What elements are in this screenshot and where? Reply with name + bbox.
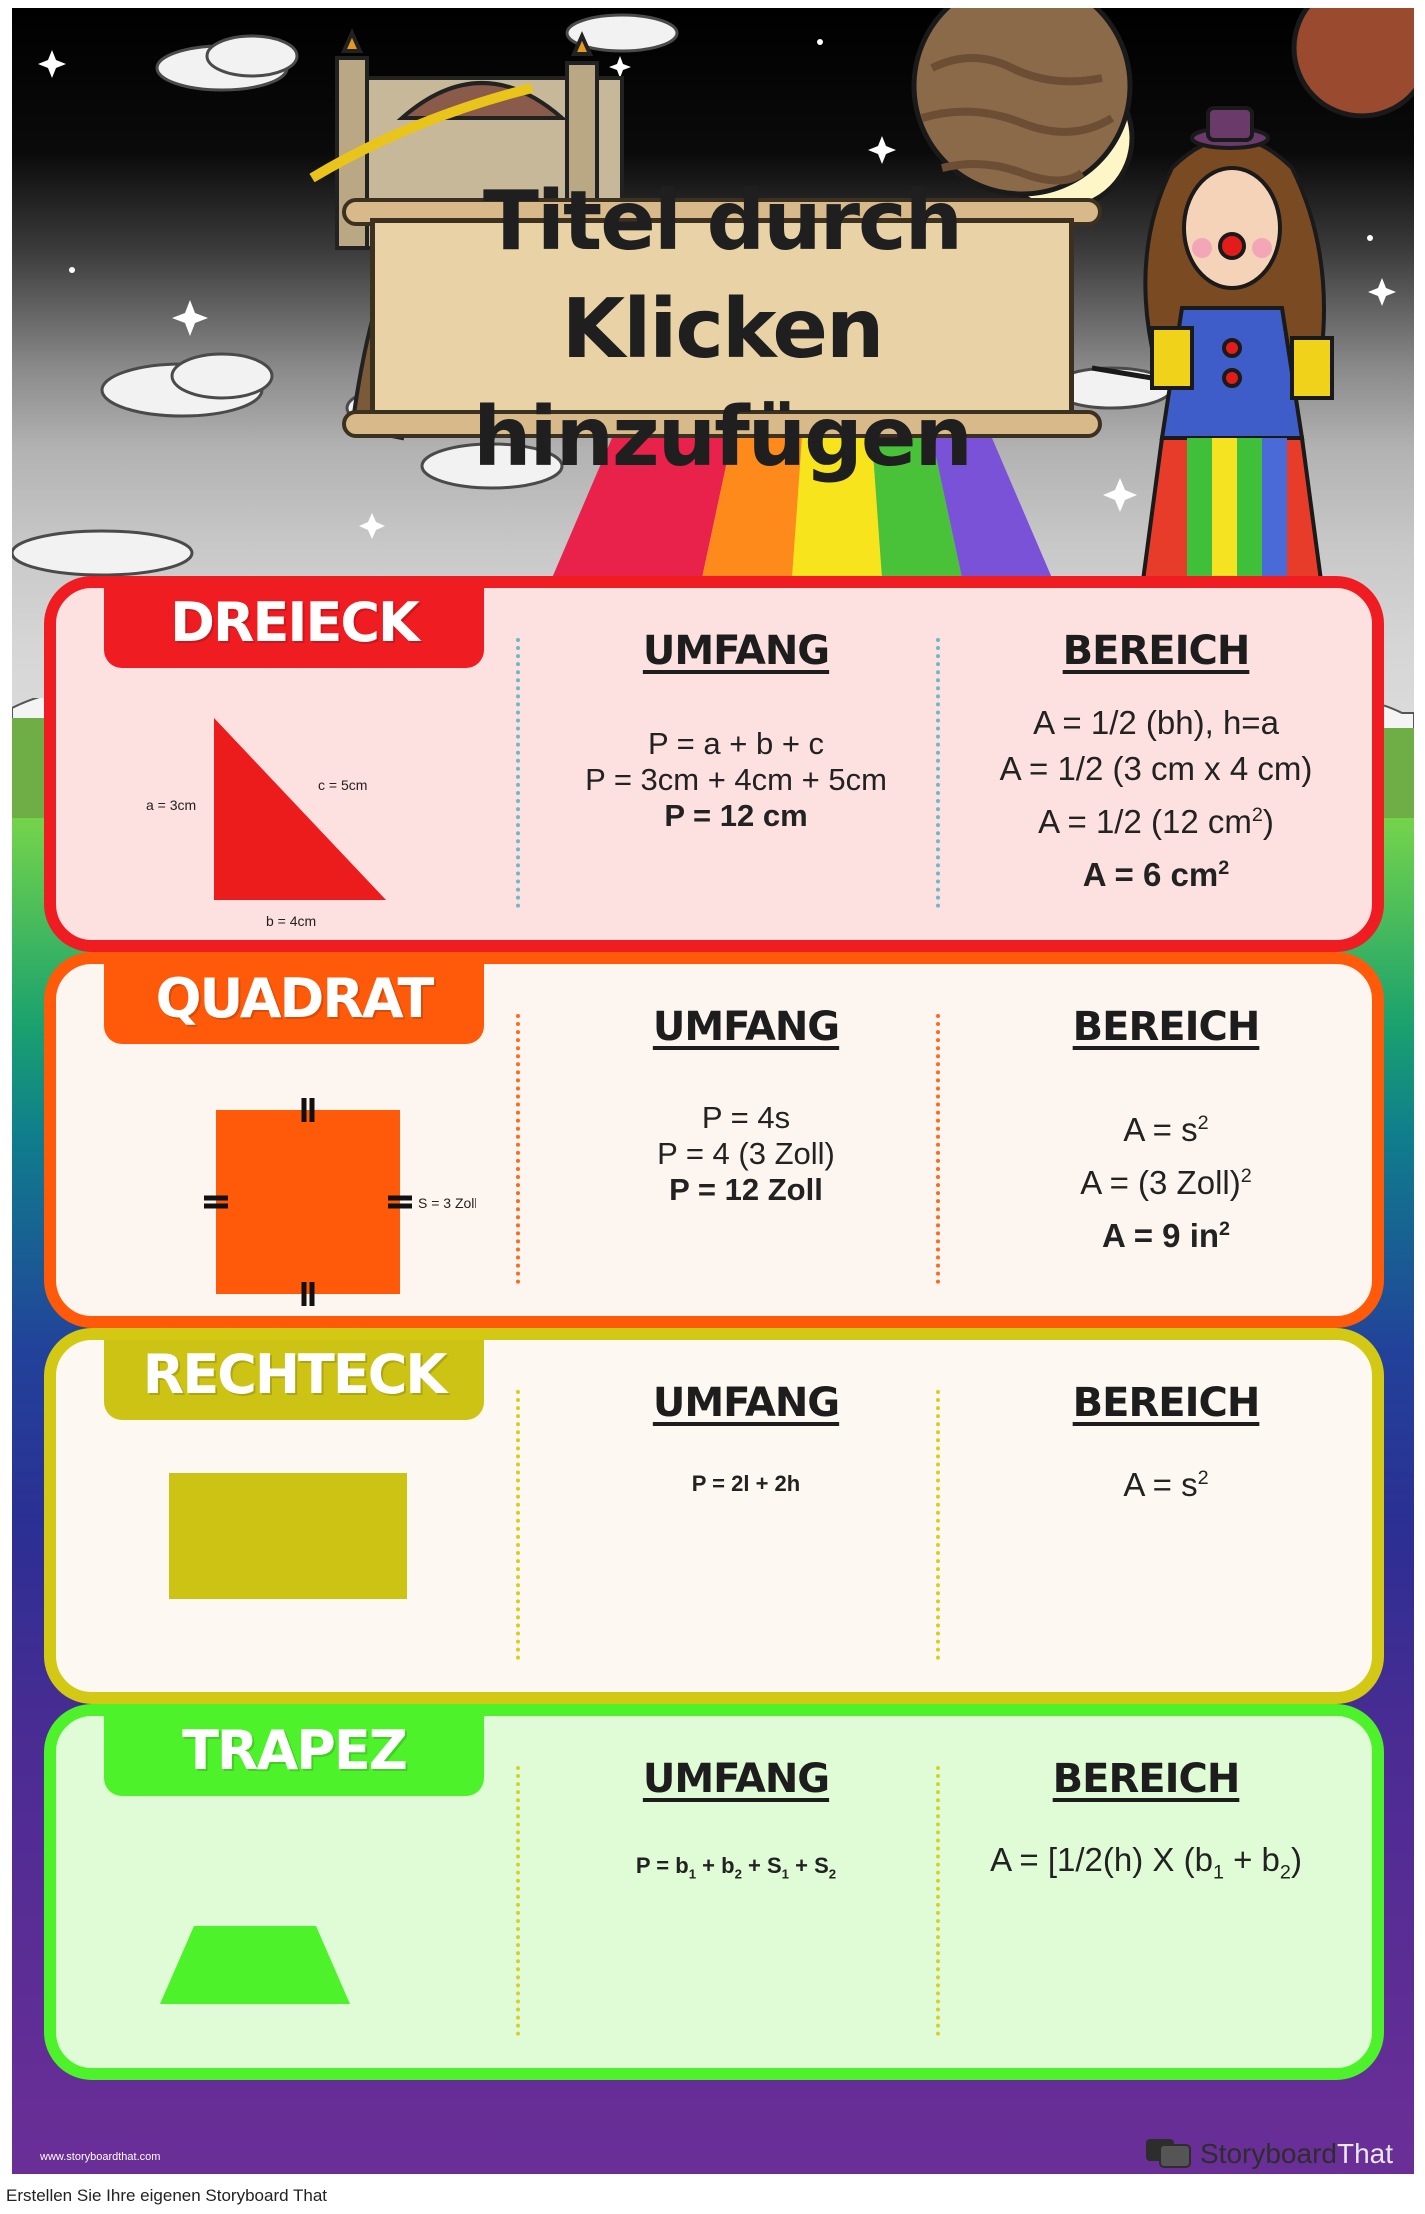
perimeter-heading: UMFANG <box>652 1004 840 1050</box>
rectangle-figure <box>96 1440 476 1700</box>
column-divider <box>516 1014 520 1284</box>
perimeter-formulas <box>526 726 946 834</box>
formula-result: A = 9 $in^2$ <box>1101 1217 1231 1254</box>
poster-title[interactable] <box>352 168 1092 492</box>
perimeter-column <box>536 1380 956 1502</box>
formula-line: A = 1/2 (12 $cm^2$) <box>1038 803 1274 840</box>
perimeter-heading: UMFANG <box>642 628 830 674</box>
perimeter-column <box>526 1756 946 1892</box>
title-scroll[interactable] <box>352 174 1092 485</box>
section-rectangle <box>44 1328 1384 1704</box>
formula-line: P = 4s <box>701 1100 791 1135</box>
formula-line: $A = s^2$ <box>1123 1466 1209 1503</box>
perimeter-formulas <box>536 1466 956 1502</box>
square-shape <box>216 1110 400 1294</box>
perimeter-column <box>536 1004 956 1208</box>
area-column <box>956 1004 1376 1259</box>
poster <box>12 8 1414 2174</box>
section-title: DREIECK <box>104 588 484 668</box>
formula-line: A = 1/2 (3 cm x 4 cm) <box>999 750 1313 787</box>
area-heading: BEREICH <box>1072 1380 1260 1426</box>
storyboardthat-logo[interactable] <box>1144 2136 1393 2172</box>
formula-line: A = 1/2 (bh), h=a <box>1033 704 1279 741</box>
perimeter-column <box>526 628 946 834</box>
section-trapezoid <box>44 1704 1384 2080</box>
brand-wordmark: StoryboardThat <box>1200 2138 1393 2169</box>
section-title: QUADRAT <box>104 964 484 1044</box>
column-divider <box>516 1390 520 1660</box>
label-side-b: b = 4cm <box>266 913 317 929</box>
triangle-figure <box>96 688 476 948</box>
formula-line: A = [1/2(h) X $(b_1 + b_2)$ <box>990 1841 1302 1884</box>
perimeter-heading: UMFANG <box>642 1756 830 1802</box>
formula-line: $A = s^2$ <box>1123 1111 1209 1148</box>
area-column <box>956 1380 1376 1503</box>
label-side-a: a = 3cm <box>146 797 197 813</box>
area-column <box>946 628 1366 898</box>
formula-line: P = 4 (3 Zoll) <box>657 1136 835 1171</box>
footer-url[interactable]: www.storyboardthat.com <box>40 2151 161 2163</box>
perimeter-formulas <box>526 1848 946 1892</box>
trapezoid-shape <box>160 1926 350 2004</box>
column-divider <box>516 1766 520 2036</box>
area-formulas <box>956 1460 1376 1503</box>
title-line-3: hinzufügen <box>473 390 971 485</box>
formula-result: A = 6 $cm^2$ <box>1082 856 1230 893</box>
formula-line: P = 3cm + 4cm + 5cm <box>585 762 887 797</box>
area-formulas <box>956 1100 1376 1259</box>
area-heading: BEREICH <box>1062 628 1250 674</box>
trapezoid-figure <box>96 1816 476 2076</box>
area-column <box>936 1756 1356 1891</box>
formula-line: $P = b_1 + b_2 + S_1 + S_2$ <box>635 1853 837 1882</box>
formula-result: P = 12 cm <box>664 798 808 833</box>
section-title: RECHTECK <box>104 1340 484 1420</box>
section-triangle <box>44 576 1384 952</box>
perimeter-formulas <box>536 1100 956 1208</box>
column-divider <box>516 638 520 908</box>
label-side: S = 3 Zoll <box>418 1195 476 1211</box>
page-caption: Erstellen Sie Ihre eigenen Storyboard That <box>6 2186 327 2205</box>
rectangle-shape <box>170 1474 406 1598</box>
area-formulas <box>946 700 1366 898</box>
perimeter-heading: UMFANG <box>652 1380 840 1426</box>
formula-result: P = 12 Zoll <box>669 1172 823 1207</box>
title-line-1: Titel durch <box>482 174 961 269</box>
area-formulas <box>936 1842 1356 1891</box>
section-square <box>44 952 1384 1328</box>
section-title: TRAPEZ <box>104 1716 484 1796</box>
square-figure <box>96 1064 476 1324</box>
label-side-c: c = 5cm <box>318 777 368 793</box>
area-heading: BEREICH <box>1072 1004 1260 1050</box>
triangle-shape <box>214 718 386 900</box>
formula-line: P = 2l + 2h <box>691 1471 801 1496</box>
area-heading: BEREICH <box>1052 1756 1240 1802</box>
speech-bubble-icon <box>1144 2137 1192 2171</box>
formula-line: P = a + b + c <box>647 726 825 761</box>
formula-line: A = (3 Zoll)$^2$ <box>1080 1164 1252 1201</box>
title-line-2: Klicken <box>561 282 883 377</box>
